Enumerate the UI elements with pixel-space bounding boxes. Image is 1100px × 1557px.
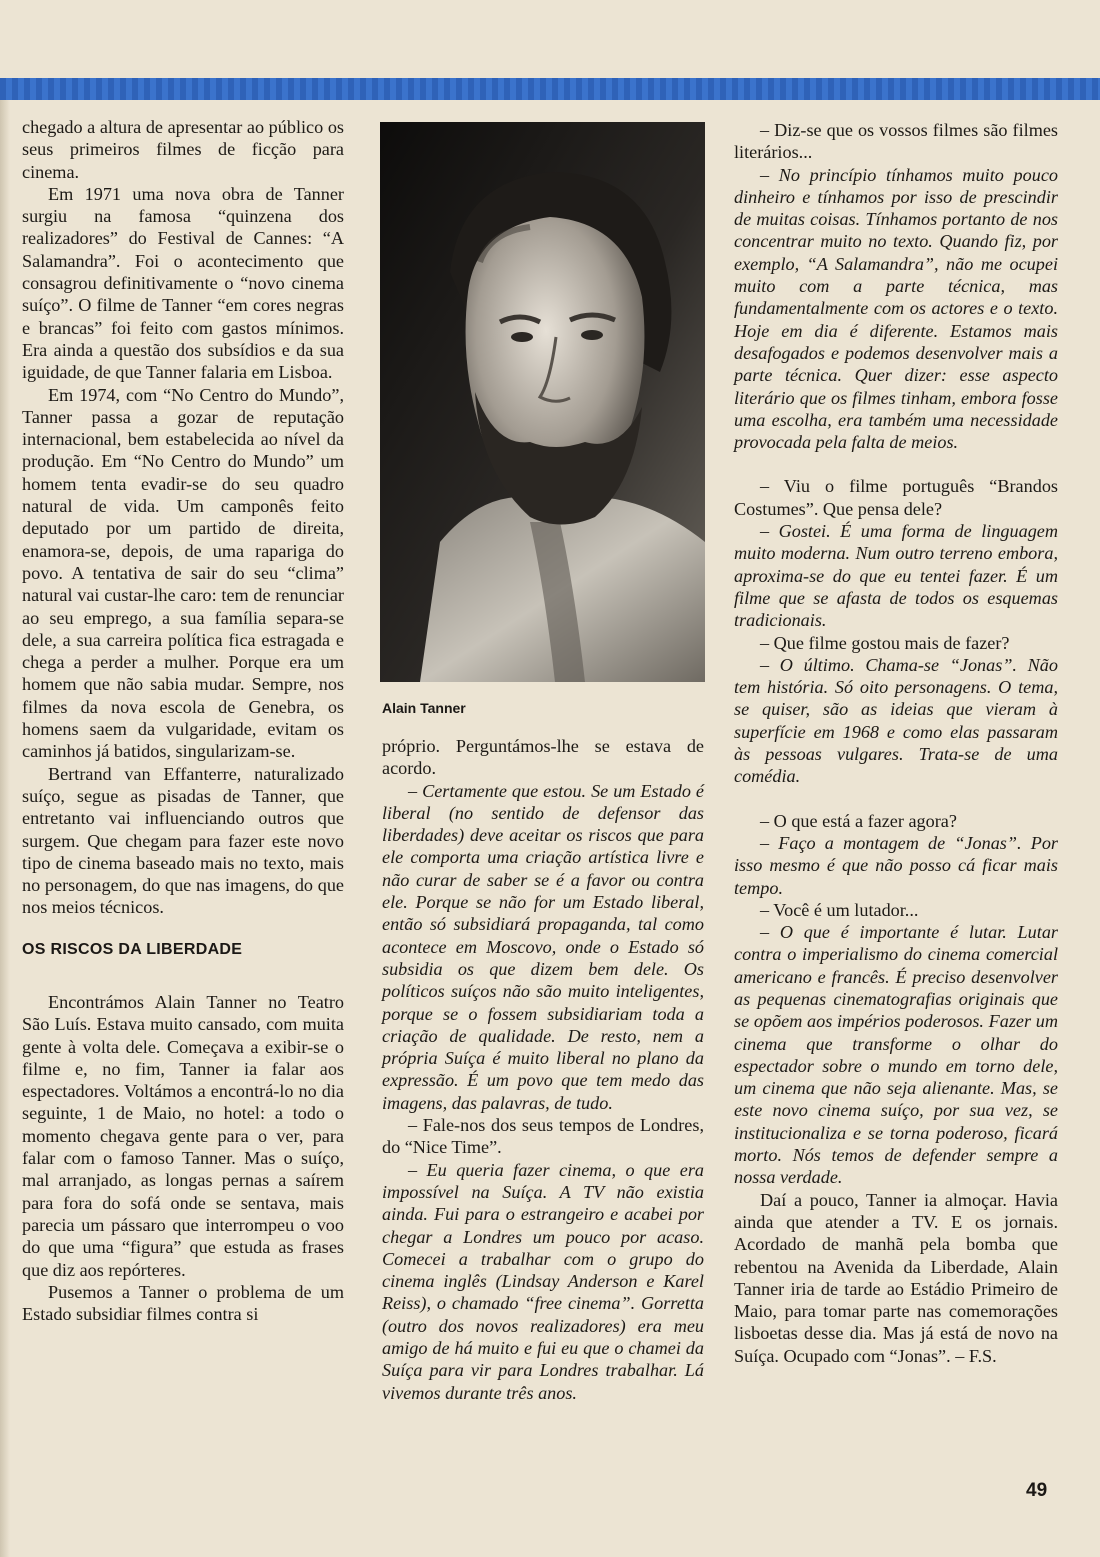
interview-answer: – Faço a montagem de “Jonas”. Por isso mesmo é que não posso cá ficar mais tempo.: [734, 832, 1058, 898]
interview-question: – Você é um lutador...: [760, 899, 919, 920]
page-number: 49: [1026, 1480, 1048, 1501]
interview-answer: – Gostei. É uma forma de linguagem muito moderna. Num outro terreno embora, aproxima-se do que eu tentei fazer. É um filme que se afasta de todos os esquemas tradicionais.: [734, 521, 1058, 631]
interview-question: – Que filme gostou mais de fazer?: [760, 632, 1010, 653]
interview-question: – O que está a fazer agora?: [760, 810, 957, 831]
interview-question: – Diz-se que os vossos filmes são filmes literários...: [734, 120, 1058, 163]
interview-answer: – No princípio tínhamos muito pouco dinheiro e tínhamos por isso de prescindir de muitas coisas. Tínhamos portanto de nos concentrar muito no texto. Quando fiz, por exemplo, “A Salamandra”, não me ocupei muito com a parte técnica, mas fundamentalmente com os actores e o texto. Hoje em dia é diferente. Estamos mais desafogados e podemos desenvolver mais a parte técnica. Quer dizer: esse aspecto literário que os filmes tinham, embora fosse uma escolha, era também uma necessidade provocada pela falta de meios.: [734, 164, 1058, 453]
portrait-photo: [380, 122, 705, 682]
right-column: [734, 119, 1058, 1367]
interview-question: – Viu o filme português “Brandos Costumes”. Que pensa dele?: [734, 476, 1058, 519]
paragraph: Em 1974, com “No Centro do Mundo”, Tanner passa a gozar de reputação internacional, bem estabelecida ao nível da produção. Em “No Centro do Mundo” um homem tenta evadir-se do seu quadro natural de vida. Um camponês feito deputado por um partido de direita, enamora-se, depois, de uma rapariga do povo. A tentativa de sair do seu “clima” natural vai custar-lhe caro: tem de renunciar ao seu emprego, a sua família separa-se dele, a sua carreira política fica estragada e chega a perder a mulher. Porque era um homem que não sabia mudar. Sempre, nos filmes da nova escola de Genebra, os homens saem da vulgaridade, evitam os caminhos já batidos, singularizam-se.: [22, 384, 344, 762]
middle-column: [382, 735, 704, 1404]
photo-caption: Alain Tanner: [382, 700, 466, 716]
portrait-illustration: [380, 122, 705, 682]
paragraph-gap: [734, 453, 1058, 475]
section-subheading: OS RISCOS DA LIBERDADE: [22, 940, 243, 958]
page-binding-shadow: [0, 100, 10, 1557]
top-color-bar: [0, 78, 1100, 100]
interview-answer: – O que é importante é lutar. Lutar contra o imperialismo do cinema comercial americano e francês. É preciso desenvolver as pequenas cinematografias originais que se opõem aos impérios poderosos. Fazer um cinema que transforme o olhar do espectador sobre o mundo em torno dele, um cinema que não seja alienante. Mas, se este novo cinema suíço, por sua vez, se institucionaliza e se torna poderoso, ficará morto. Nós temos de defender sempre a nossa verdade.: [734, 922, 1058, 1188]
interview-answer: – Certamente que estou. Se um Estado é liberal (no sentido de defensor das liberdades) deve aceitar os riscos que para ele comporta uma criação artística livre e não curar de saber se é a favor ou contra ele. Porque se não for um Estado liberal, então só subsidiará propaganda, tal como acontece em Moscovo, onde o Estado só subsidia os que dizem bem dele. Os políticos suíços não são muito inteligentes, porque se o fossem subsidiariam toda a criação de qualidade. De resto, nem a própria Suíça é muito liberal no plano da expressão. É um povo que tem medo das imagens, das palavras, de tudo.: [382, 780, 704, 1113]
paragraph: Encontrámos Alain Tanner no Teatro São Luís. Estava muito cansado, com muita gente à volta dele. Começava a exibir-se o filme e, no fim, Tanner ia falar aos espectadores. Voltámos a encontrá-lo no dia seguinte, 1 de Maio, no hotel: a todo o momento chegava gente para o ver, para falar com o famoso Tanner. Mas o suíço, mal arranjado, as longas pernas a saírem para fora do sofá onde se sentava, mais parecia um pássaro que interrompeu o voo do que uma “figura” que estuda as frases que diz aos repórteres.: [22, 991, 344, 1280]
paragraph-gap: [734, 788, 1058, 810]
paragraph: Em 1971 uma nova obra de Tanner surgiu na famosa “quinzena dos realizadores” do Festival de Cannes: “A Salamandra”. Foi o acontecimento que consagrou definitivamente o “novo cinema suíço”. O filme de Tanner “em cores negras e brancas” foi feito com gastos mínimos. Era ainda a questão dos subsídios e da sua iguidade, de que Tanner falaria em Lisboa.: [22, 183, 344, 383]
interview-answer: – O último. Chama-se “Jonas”. Não tem história. Só oito personagens. O tema, se quiser, são as ideias que vieram à superfície em 1968 e como elas passaram às pessoas vulgares. Trata-se de uma comédia.: [734, 654, 1058, 787]
left-column: [22, 116, 344, 1325]
paragraph: Bertrand van Effanterre, naturalizado suíço, segue as pisadas de Tanner, que entretanto vai influenciando outros que surgem. Que chegam para fazer este novo tipo de cinema baseado mais no texto, mais no personagem, do que nas imagens, do que nos meios técnicos.: [22, 763, 344, 918]
paragraph: próprio. Perguntámos-lhe se estava de acordo.: [382, 736, 704, 779]
interview-question: – Fale-nos dos seus tempos de Londres, do “Nice Time”.: [382, 1115, 704, 1158]
paragraph: Pusemos a Tanner o problema de um Estado subsidiar filmes contra si: [22, 1281, 344, 1325]
paragraph: chegado a altura de apresentar ao público os seus primeiros filmes de ficção para cinema.: [22, 117, 344, 182]
closing-paragraph: Daí a pouco, Tanner ia almoçar. Havia ainda que atender a TV. E os jornais. Acordado de manhã pela bomba que rebentou na Avenida da Liberdade, Alain Tanner iria de tarde ao Estádio Primeiro de Maio, para tomar parte nas comemorações lisboetas desse dia. Mas já está de novo na Suíça. Ocupado com “Jonas”. – F.S.: [734, 1189, 1058, 1366]
interview-answer: – Eu queria fazer cinema, o que era impossível na Suíça. A TV não existia ainda. Fui para o estrangeiro e acabei por chegar a Londres um pouco por acaso. Comecei a trabalhar com o grupo do cinema inglês (Lindsay Anderson e Karel Reiss), o chamado “free cinema”. Gorretta (outro dos novos realizadores) era meu amigo de há muito e fui eu que o chamei da Suíça para vir para Londres trabalhar. Lá vivemos durante três anos.: [382, 1159, 704, 1403]
